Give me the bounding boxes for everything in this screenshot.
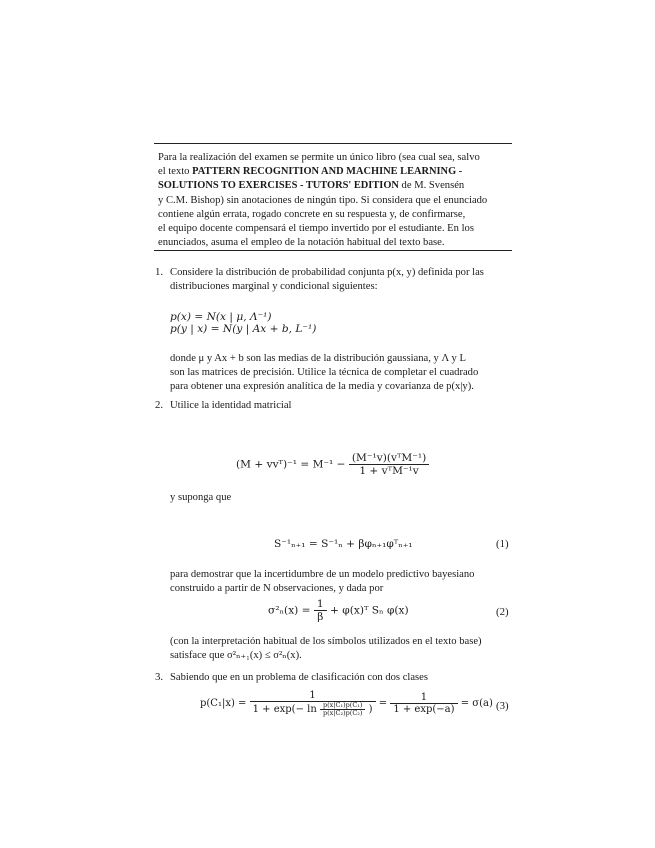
posterior-fraction: [250, 690, 376, 717]
fraction-numerator: 1: [250, 690, 376, 702]
marginal-equation: p(x) = N(x | μ, Λ⁻¹): [170, 311, 272, 323]
question-text: [170, 352, 512, 395]
question-line: donde μ y Ax + b son las medias de la distribución gaussiana, y Λ y L: [170, 353, 466, 364]
instructions-line: [158, 179, 512, 193]
question-text: y suponga que: [170, 492, 232, 503]
question-text: Utilice la identidad matricial: [170, 400, 292, 411]
equation-2: [268, 598, 409, 623]
question-text: [170, 635, 512, 663]
instructions-line: Para la realización del examen se permite un único libro (sea cual sea, salvo: [158, 152, 480, 163]
conditional-equation: p(y | x) = N(y | Ax + b, L⁻¹): [170, 323, 317, 335]
instructions-line: y C.M. Bishop) sin anotaciones de ningún tipo. Si considera que el enunciado: [158, 194, 488, 206]
fraction-denominator: 1 + exp(−a): [393, 704, 455, 715]
fraction-denominator: β: [317, 611, 324, 623]
top-rule: [154, 143, 512, 144]
question-number: 1.: [155, 266, 164, 278]
book-title: PATTERN RECOGNITION AND MACHINE LEARNING -: [192, 166, 463, 178]
matrix-identity: [236, 452, 429, 477]
question-line: (con la interpretación habitual de los símbolos utilizados en el texto base): [170, 636, 482, 647]
equation-1: S⁻¹ₙ₊₁ = S⁻¹ₙ + βφₙ₊₁φᵀₙ₊₁: [274, 538, 413, 550]
question-line: construido a partir de N observaciones, y dada por: [170, 583, 384, 595]
equation-lhs: p(C₁|x) =: [200, 698, 247, 709]
instructions-text: de M. Svensén: [398, 180, 465, 192]
question-line: son las matrices de precisión. Utilice la técnica de completar el cuadrado: [170, 367, 479, 379]
ratio-numerator: p(x|C₁)p(C₁): [320, 702, 365, 710]
question-line: para obtener una expresión analítica de la media y covarianza de p(x|y).: [170, 381, 474, 393]
equation-rhs: = σ(a): [460, 698, 493, 709]
fraction-denominator: 1 + vᵀM⁻¹v: [359, 465, 419, 477]
sigmoid-fraction: [390, 692, 457, 715]
question-text: [170, 266, 512, 294]
instructions-line: [158, 165, 512, 179]
identity-fraction: [349, 452, 429, 477]
equation-number: (2): [496, 606, 509, 618]
fraction-numerator: 1: [390, 692, 457, 704]
question-line: distribuciones marginal y condicional siguientes:: [170, 281, 378, 293]
denominator-text: ): [368, 704, 373, 715]
instructions-text: el texto: [158, 166, 193, 178]
book-title: SOLUTIONS TO EXERCISES - TUTORS' EDITION: [158, 180, 399, 192]
question-text: [170, 568, 512, 596]
equation-number: (3): [496, 700, 509, 712]
instructions-line: enunciados, asuma el empleo de la notación habitual del texto base.: [158, 237, 445, 249]
question-number: 3.: [155, 671, 164, 683]
equation-fraction: [314, 598, 327, 623]
fraction-denominator: [250, 702, 376, 717]
likelihood-ratio: [320, 702, 365, 717]
equation-number: (1): [496, 538, 509, 550]
equals-sign: =: [378, 698, 388, 709]
question-line: satisface que σ²ₙ₊₁(x) ≤ σ²ₙ(x).: [170, 650, 302, 662]
denominator-text: 1 + exp(− ln: [252, 704, 317, 715]
equation-lhs: σ²ₙ(x) =: [268, 604, 311, 617]
question-line: Considere la distribución de probabilidad conjunta p(x, y) definida por las: [170, 267, 484, 278]
equation-3: [200, 690, 493, 717]
question-number: 2.: [155, 399, 164, 411]
fraction-numerator: (M⁻¹v)(vᵀM⁻¹): [349, 452, 429, 465]
equation-rhs: + φ(x)ᵀ Sₙ φ(x): [330, 604, 409, 617]
fraction-numerator: 1: [314, 598, 327, 611]
ratio-denominator: p(x|C₂)p(C₂): [322, 709, 363, 717]
instructions-line: contiene algún errata, rogado concrete en su respuesta y, de confirmarse,: [158, 208, 466, 220]
instructions-line: el equipo docente compensará el tiempo invertido por el estudiante. En los: [158, 223, 474, 235]
question-line: para demostrar que la incertidumbre de un modelo predictivo bayesiano: [170, 569, 475, 580]
identity-lhs: (M + vvᵀ)⁻¹ = M⁻¹ −: [236, 458, 346, 471]
question-text: Sabiendo que en un problema de clasificación con dos clases: [170, 672, 428, 683]
exam-instructions: [158, 151, 512, 250]
